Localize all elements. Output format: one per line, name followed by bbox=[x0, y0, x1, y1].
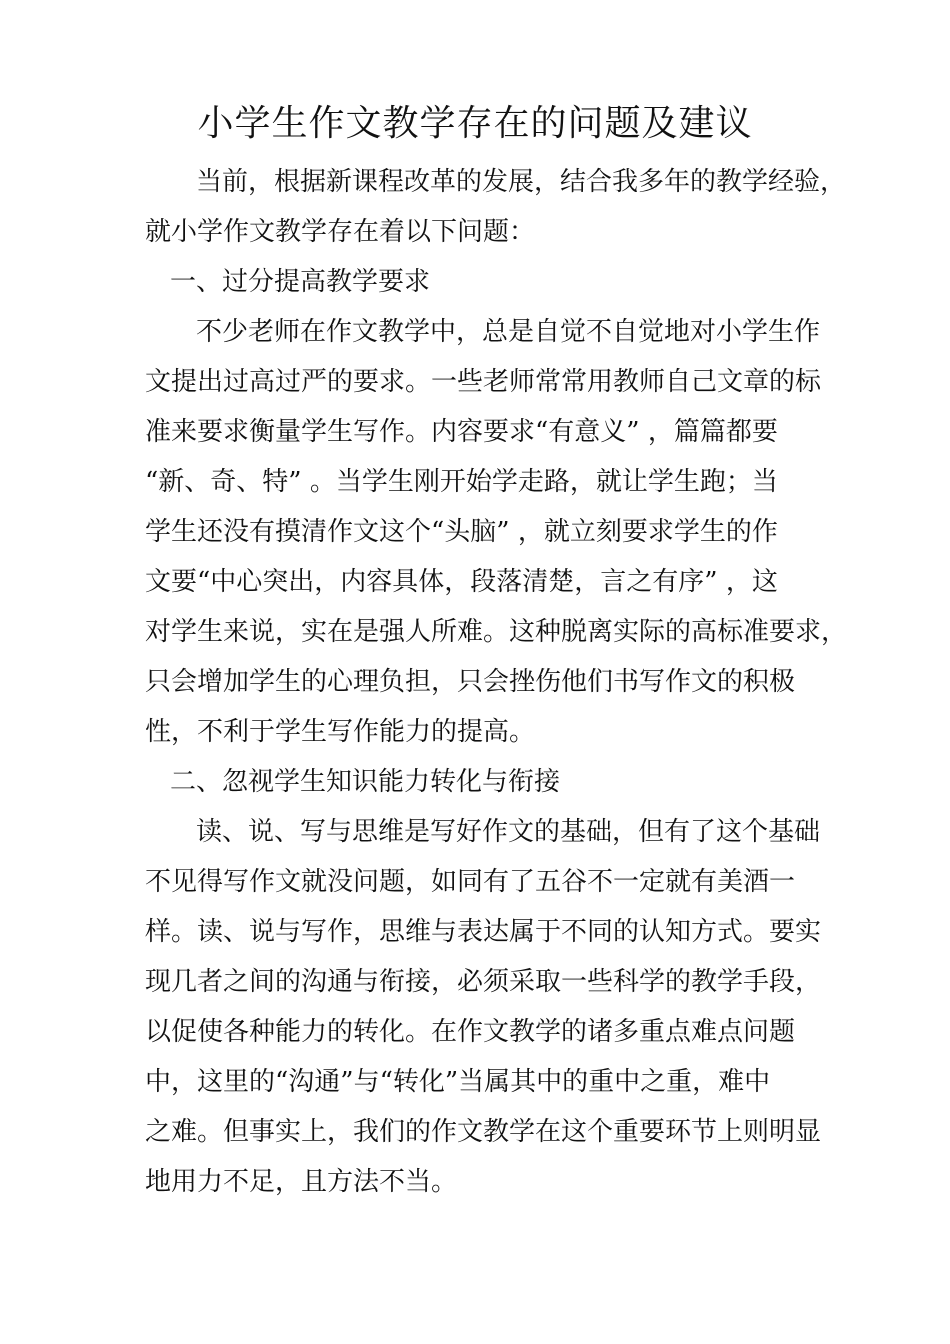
body-line: 地用力不足，且方法不当。 bbox=[145, 1167, 458, 1197]
body-line: 以促使各种能力的转化。在作文教学的诸多重点难点问题 bbox=[145, 1017, 796, 1047]
body-line: 样。读、说与写作，思维与表达属于不同的认知方式。要实 bbox=[145, 917, 822, 947]
body-line: 准来要求衡量学生写作。内容要求“有意义” ，篇篇都要 bbox=[145, 417, 778, 447]
section-heading-1: 一、过分提高教学要求 bbox=[170, 267, 431, 297]
body-line: 只会增加学生的心理负担，只会挫伤他们书写作文的积极 bbox=[145, 667, 796, 697]
body-line: 就小学作文教学存在着以下问题： bbox=[145, 217, 536, 247]
body-line: “新、奇、特” 。当学生刚开始学走路，就让学生跑；当 bbox=[145, 467, 778, 497]
body-line: 中，这里的“沟通”与“转化”当属其中的重中之重，难中 bbox=[145, 1067, 771, 1097]
body-line: 文要“中心突出，内容具体，段落清楚，言之有序” ，这 bbox=[145, 567, 778, 597]
body-line: 文提出过高过严的要求。一些老师常常用教师自己文章的标 bbox=[145, 367, 822, 397]
document-title: 小学生作文教学存在的问题及建议 bbox=[197, 103, 753, 144]
body-line: 读、说、写与思维是写好作文的基础，但有了这个基础 bbox=[196, 817, 821, 847]
section-heading-2: 二、忽视学生知识能力转化与衔接 bbox=[170, 767, 561, 797]
body-line: 之难。但事实上，我们的作文教学在这个重要环节上则明显 bbox=[145, 1117, 822, 1147]
body-line: 对学生来说，实在是强人所难。这种脱离实际的高标准要求， bbox=[145, 617, 848, 647]
body-line: 学生还没有摸清作文这个“头脑” ，就立刻要求学生的作 bbox=[145, 517, 778, 547]
body-line: 不少老师在作文教学中，总是自觉不自觉地对小学生作 bbox=[196, 317, 821, 347]
body-line: 不见得写作文就没问题，如同有了五谷不一定就有美酒一 bbox=[145, 867, 796, 897]
body-line: 当前，根据新课程改革的发展，结合我多年的教学经验， bbox=[196, 167, 847, 197]
body-line: 现几者之间的沟通与衔接，必须采取一些科学的教学手段， bbox=[145, 967, 822, 997]
body-line: 性，不利于学生写作能力的提高。 bbox=[145, 717, 536, 747]
